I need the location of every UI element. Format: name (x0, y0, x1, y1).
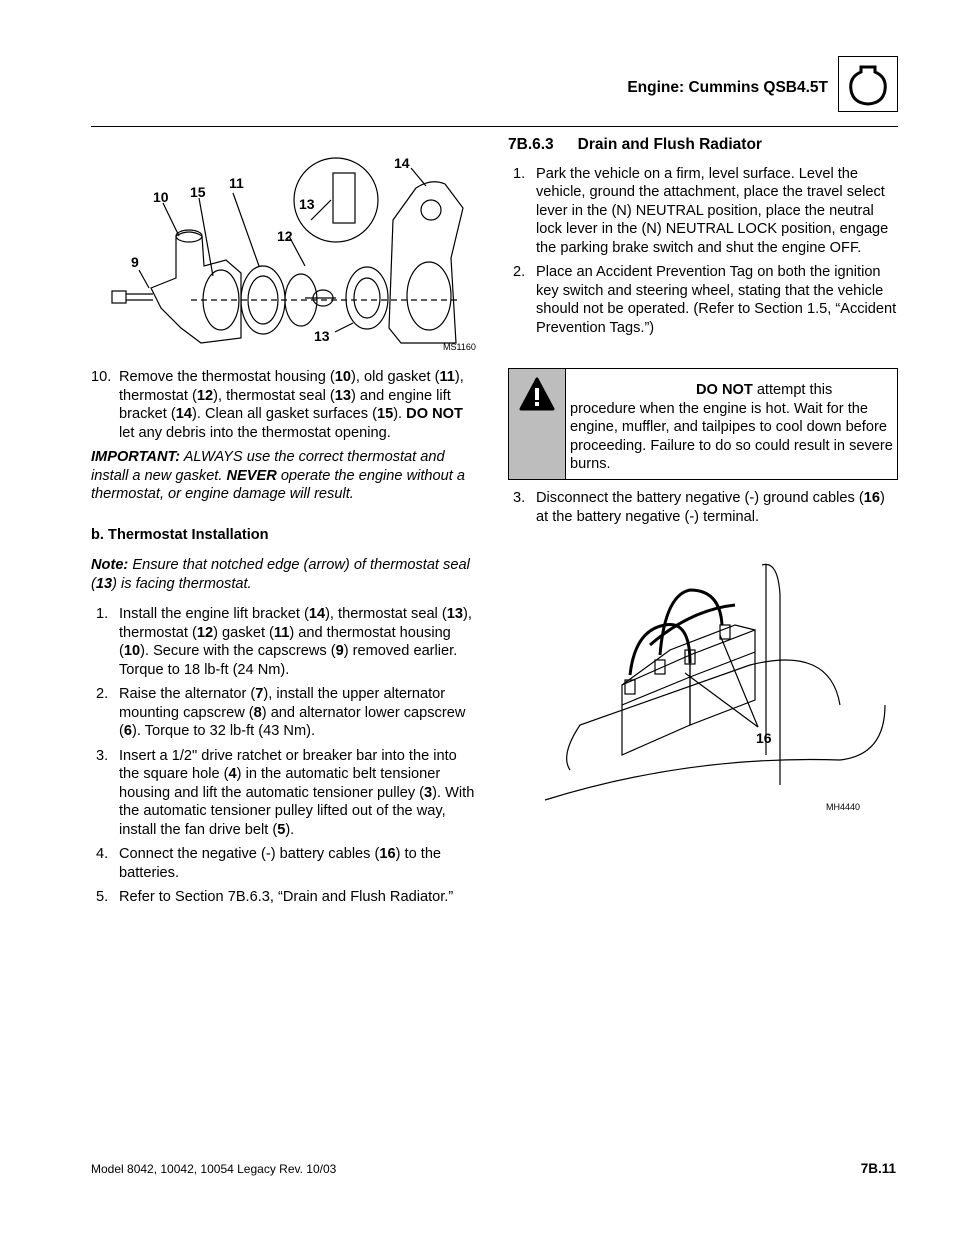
engine-icon (838, 56, 898, 112)
warning-triangle-icon (509, 369, 565, 415)
list-item (508, 165, 898, 258)
figure-code: MS1160 (443, 342, 476, 352)
installation-steps (91, 605, 481, 907)
callout-15: 15 (190, 184, 206, 200)
figure-code: MH4440 (826, 802, 861, 812)
right-column (508, 136, 898, 343)
subheading: b. Thermostat Installation (91, 526, 269, 543)
callout-14: 14 (394, 155, 410, 171)
step-text: Place an Accident Prevention Tag on both the ignition key switch and steering wheel, stating that the vehicle should not be operated. (Refer to Section 1.5, “Accident Prevention Tags.”) (536, 264, 897, 336)
list-item (91, 605, 481, 679)
section-heading: 7B.6.3 Drain and Flush Radiator (508, 136, 762, 153)
list-item (91, 685, 481, 741)
list-item (508, 263, 898, 337)
step-text: Park the vehicle on a firm, level surface. Level the vehicle, ground the attachment, place the travel select lever in the (N) NEUTRAL position, place the neutral lock lever in the (N) NEUTRAL LOCK position, engage the parking brake switch and shut the engine OFF. (536, 165, 889, 256)
note: Note: Ensure that notched edge (arrow) of thermostat seal (13) is facing thermostat. (91, 557, 470, 592)
step-number: 2. (96, 686, 109, 702)
page-number: 7B.11 (860, 1161, 896, 1176)
important-note: IMPORTANT: ALWAYS use the correct thermostat and install a new gasket. NEVER operate the engine without a thermostat, or engine damage will result. (91, 449, 466, 502)
warning-side-panel (509, 369, 566, 479)
callout-13-bottom: 13 (314, 328, 330, 344)
callout-10: 10 (153, 189, 169, 205)
step-number: 1. (96, 606, 109, 622)
left-column (91, 368, 481, 913)
step-text: Remove the thermostat housing (10), old gasket (11), thermostat (12), thermostat seal (13) and engine lift bracket (14). Clean all gasket surfaces (15). DO NOT let any debris into the thermostat opening. (119, 369, 464, 441)
step-number: 4. (96, 846, 109, 862)
warning-box (508, 368, 898, 480)
header-rule (91, 126, 898, 127)
callout-11: 11 (229, 175, 244, 191)
step-number: 1. (513, 165, 526, 182)
callout-13-top: 13 (299, 196, 315, 212)
battery-figure (540, 555, 890, 820)
list-item: 3. Disconnect the battery negative (-) ground cables (16) at the battery negative (-) terminal. (513, 490, 885, 525)
callout-12: 12 (277, 228, 293, 244)
callout-16: 16 (756, 730, 772, 746)
drain-steps (508, 165, 898, 338)
drain-step-3 (508, 489, 898, 532)
list-item (91, 368, 481, 442)
step-number: 3. (96, 747, 109, 764)
step-text: Refer to Section 7B.6.3, “Drain and Flush Radiator.” (119, 889, 454, 905)
callout-9: 9 (131, 254, 139, 270)
step-text: Connect the negative (-) battery cables (16) to the batteries. (119, 846, 442, 881)
step-text: Insert a 1/2" drive ratchet or breaker bar into the into the square hole (4) in the automatic belt tensioner housing and lift the automatic tensioner pulley (3). With the automatic tensioner pulley lifted out of the way, install the fan drive belt (5). (119, 747, 475, 838)
step-number: 5. (96, 889, 109, 905)
footer-model-info: Model 8042, 10042, 10054 Legacy Rev. 10/03 (91, 1162, 337, 1176)
step-text: Install the engine lift bracket (14), thermostat seal (13), thermostat (12) gasket (11) and thermostat housing (10). Secure with the capscrews (9) removed earlier. Torque to 18 lb-ft (24 Nm). (119, 606, 472, 678)
step-number: 2. (513, 264, 526, 280)
warning-text: DO NOT attempt this procedure when the engine is hot. Wait for the engine, muffler, and tailpipes to cool down before proceeding. Failure to do so could result in severe burns. (570, 382, 893, 472)
list-item (91, 845, 481, 882)
step-text: Raise the alternator (7), install the upper alternator mounting capscrew (8) and alternator lower capscrew (6). Torque to 32 lb-ft (43 Nm). (119, 686, 466, 739)
list-item (91, 747, 481, 840)
page-header-title: Engine: Cummins QSB4.5T (627, 79, 828, 96)
step-number: 10. (91, 369, 112, 385)
thermostat-exploded-figure (91, 148, 481, 353)
list-item (91, 888, 481, 907)
